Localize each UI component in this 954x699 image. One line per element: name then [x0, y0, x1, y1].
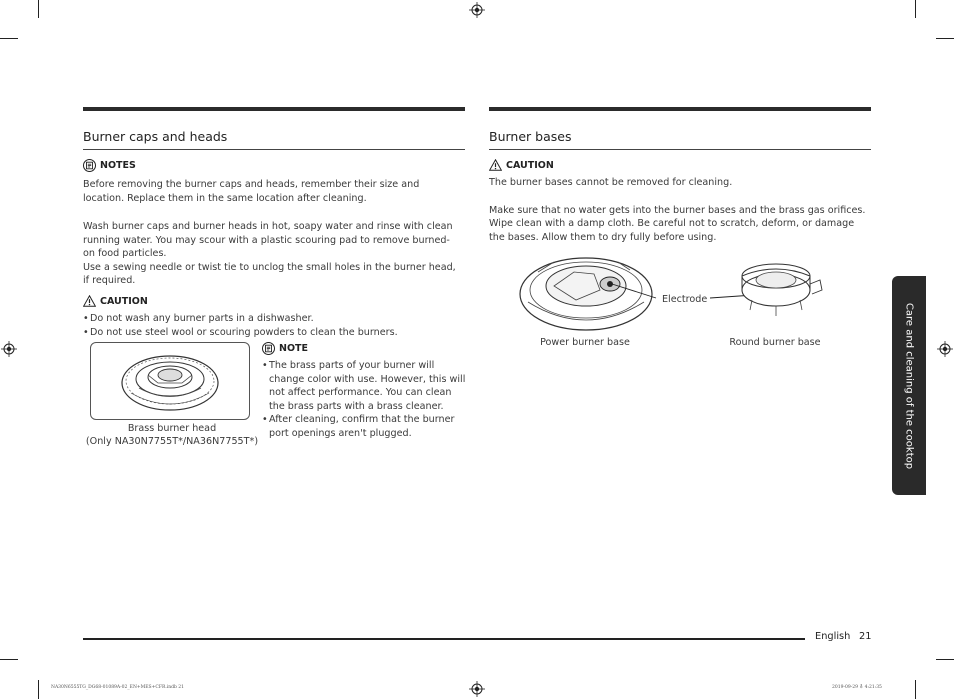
section-underline: [83, 149, 465, 150]
notes-paragraph: Wash burner caps and burner heads in hot, soapy water and rinse with clean running water. You may scour with a plastic scouring pad to remove burned-on food particles.: [83, 221, 453, 259]
side-tab: [892, 276, 926, 495]
caption-line: Brass burner head: [127, 423, 217, 434]
footer-rule: [83, 638, 805, 640]
note-icon: [262, 342, 275, 355]
section-title: Burner caps and heads: [83, 129, 228, 144]
notes-paragraph: Before removing the burner caps and heads, remember their size and location. Replace them in the same location after cleaning.: [83, 179, 420, 204]
note-icon: [83, 159, 96, 172]
crop-mark: [38, 680, 39, 699]
registration-mark-icon: [1, 341, 17, 357]
caution-label-text: CAUTION: [506, 159, 554, 171]
caution-label-text: CAUTION: [100, 295, 148, 307]
caution-label: [489, 159, 554, 171]
notes-paragraph: Use a sewing needle or twist tie to unclog the small holes in the burner head, if required.: [83, 261, 456, 286]
caution-label: [83, 295, 148, 307]
caution-text: The burner bases cannot be removed for cleaning.: [489, 177, 733, 188]
crop-mark: [0, 659, 18, 660]
caption-line: (Only NA30N7755T*/NA36N7755T*): [85, 436, 259, 447]
electrode-label: Electrode: [662, 294, 708, 305]
notes-label: [83, 159, 136, 172]
note-label-text: NOTE: [279, 343, 308, 354]
section-underline: [489, 149, 871, 150]
crop-mark: [915, 680, 916, 699]
crop-mark: [38, 0, 39, 18]
burner-bases-illustration: [514, 250, 834, 334]
crop-mark: [915, 0, 916, 18]
note-item: • The brass parts of your burner will change color with use. However, this will not affect performance. You can clean the brass parts with a brass cleaner.: [262, 359, 467, 413]
crop-mark: [936, 38, 954, 39]
power-burner-caption: Power burner base: [540, 337, 630, 348]
caution-item: • Do not wash any burner parts in a dishwasher.: [83, 312, 463, 326]
brass-burner-caption: [84, 422, 260, 448]
registration-mark-icon: [469, 681, 485, 697]
section-title: Burner bases: [489, 129, 572, 144]
section-rule: [489, 107, 871, 111]
section-rule: [83, 107, 465, 111]
round-burner-caption: Round burner base: [729, 337, 821, 348]
notes-body: [83, 178, 458, 288]
footer-language: English: [815, 631, 851, 642]
note-item: • After cleaning, confirm that the burner port openings aren't plugged.: [262, 413, 467, 440]
brass-burner-figure: [90, 342, 250, 420]
burner-bases-body: [489, 176, 869, 244]
note-label: [262, 342, 308, 355]
side-tab-label: Care and cleaning of the cooktop: [903, 302, 915, 469]
burner-bases-paragraph: Make sure that no water gets into the burner bases and the brass gas orifices. Wipe clean with a damp cloth. Be careful not to scratch, deform, or damage the bases. Allow them to dry fully before using.: [489, 204, 866, 243]
caution-list: [83, 312, 463, 339]
caution-item: • Do not use steel wool or scouring powders to clean the burners.: [83, 326, 463, 340]
imprint-date: 2019-09-29 ⚨ 4:21:35: [832, 685, 882, 690]
brass-burner-head-illustration: [91, 343, 249, 419]
crop-mark: [936, 659, 954, 660]
notes-label-text: NOTES: [100, 160, 136, 171]
page-number: 21: [859, 631, 872, 642]
registration-mark-icon: [469, 2, 485, 18]
crop-mark: [0, 38, 18, 39]
imprint-file: NA30N6555TG_DG68-01089A-02_EN+MES+CFR.indb 21: [51, 685, 185, 690]
warning-triangle-icon: [83, 295, 96, 307]
warning-triangle-icon: [489, 159, 502, 171]
note-list: [262, 359, 467, 440]
registration-mark-icon: [937, 341, 953, 357]
